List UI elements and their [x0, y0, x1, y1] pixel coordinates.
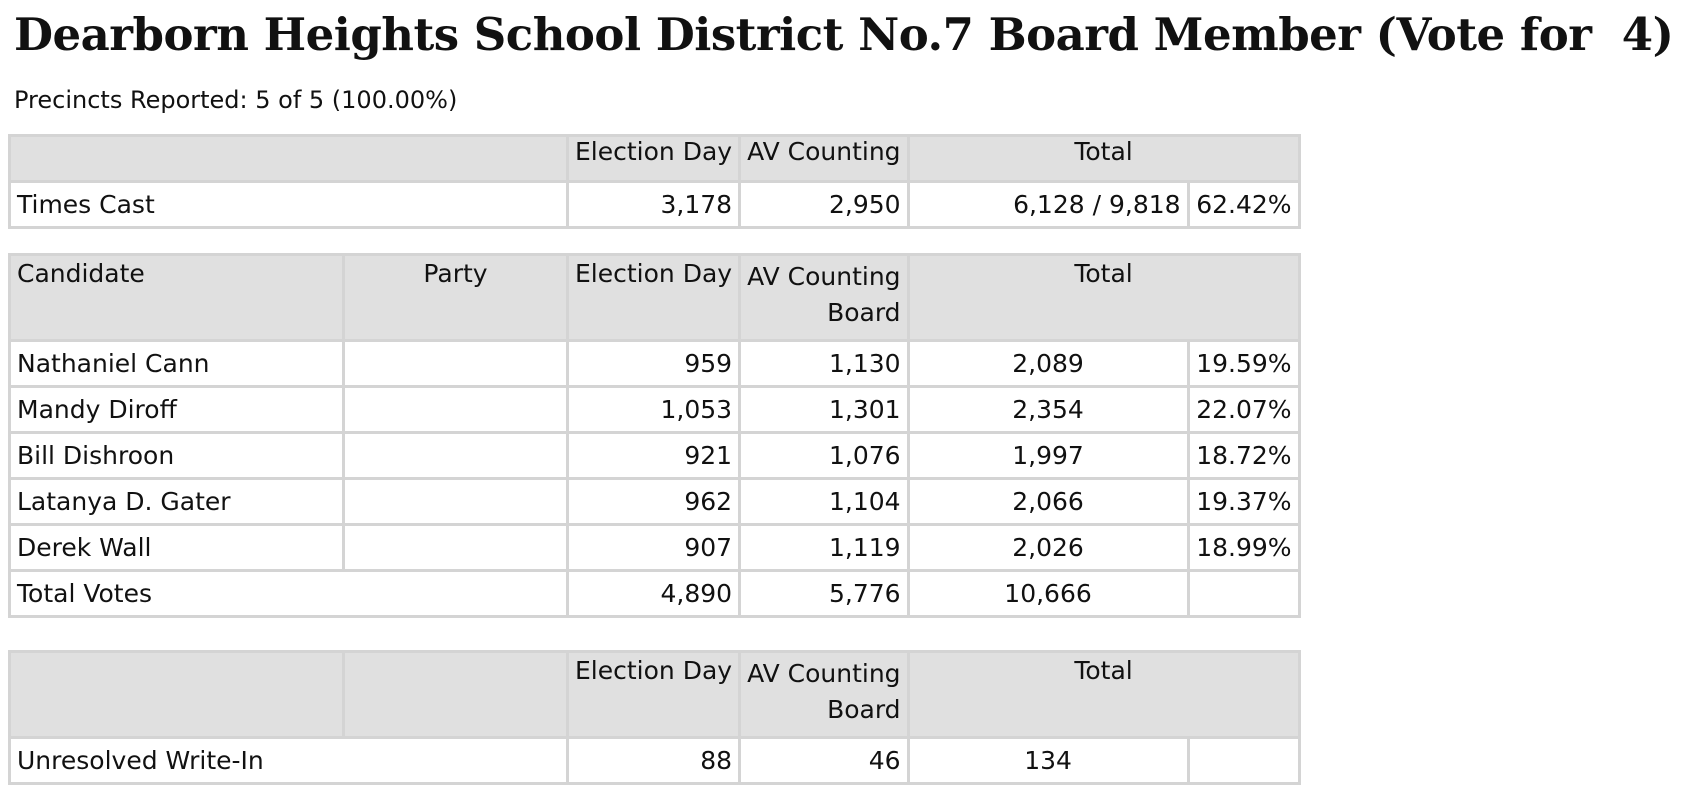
- candidate-total: 1,997: [908, 433, 1188, 479]
- candidate-total: 2,089: [908, 341, 1188, 387]
- candidate-row: [10, 387, 1300, 433]
- times-cast-label: Times Cast: [10, 182, 568, 228]
- header-blank: [10, 652, 344, 738]
- total-votes-label: Total Votes: [10, 571, 568, 617]
- candidate-av-counting: 1,301: [740, 387, 908, 433]
- candidate-party: [344, 433, 568, 479]
- candidate-name: Latanya D. Gater: [10, 479, 344, 525]
- candidate-total: 2,354: [908, 387, 1188, 433]
- candidate-total: 2,026: [908, 525, 1188, 571]
- times-cast-table: [8, 134, 1301, 229]
- header-av-counting: AV Counting: [740, 136, 908, 182]
- page-title: Dearborn Heights School District No.7 Board Member (Vote for 4): [14, 8, 1674, 61]
- candidate-party: [344, 341, 568, 387]
- header-party: Party: [344, 255, 568, 341]
- total-votes-total: 10,666: [908, 571, 1188, 617]
- candidate-row: [10, 479, 1300, 525]
- header-av-counting-line1: AV Counting: [747, 262, 901, 291]
- times-cast-av-counting: 2,950: [740, 182, 908, 228]
- header-av-counting-line1: AV Counting: [747, 659, 901, 688]
- header-blank: [344, 652, 568, 738]
- candidate-election-day: 962: [568, 479, 740, 525]
- candidate-election-day: 907: [568, 525, 740, 571]
- header-election-day: Election Day: [568, 652, 740, 738]
- total-votes-av-counting: 5,776: [740, 571, 908, 617]
- candidate-total: 2,066: [908, 479, 1188, 525]
- write-in-total: 134: [908, 738, 1188, 784]
- times-cast-header-row: [10, 136, 1300, 182]
- candidate-election-day: 921: [568, 433, 740, 479]
- candidate-row: [10, 525, 1300, 571]
- total-votes-row: [10, 571, 1300, 617]
- total-votes-election-day: 4,890: [568, 571, 740, 617]
- total-votes-percent: [1188, 571, 1299, 617]
- header-election-day: Election Day: [568, 255, 740, 341]
- times-cast-row: [10, 182, 1300, 228]
- times-cast-election-day: 3,178: [568, 182, 740, 228]
- candidates-table: [8, 253, 1301, 618]
- candidate-name: Nathaniel Cann: [10, 341, 344, 387]
- candidate-row: [10, 341, 1300, 387]
- candidate-name: Derek Wall: [10, 525, 344, 571]
- candidate-percent: 18.72%: [1188, 433, 1299, 479]
- candidate-name: Bill Dishroon: [10, 433, 344, 479]
- write-in-table: [8, 650, 1301, 785]
- header-blank: [10, 136, 568, 182]
- header-av-counting-line2: Board: [827, 298, 901, 327]
- header-av-counting-line2: Board: [827, 695, 901, 724]
- header-total: Total: [908, 255, 1299, 341]
- write-in-header-row: [10, 652, 1300, 738]
- candidate-row: [10, 433, 1300, 479]
- candidate-party: [344, 479, 568, 525]
- candidates-header-row: [10, 255, 1300, 341]
- candidate-name: Mandy Diroff: [10, 387, 344, 433]
- candidate-party: [344, 525, 568, 571]
- header-av-counting-board: [740, 652, 908, 738]
- candidate-party: [344, 387, 568, 433]
- candidate-percent: 18.99%: [1188, 525, 1299, 571]
- candidate-election-day: 959: [568, 341, 740, 387]
- header-av-counting-board: [740, 255, 908, 341]
- header-total: Total: [908, 652, 1299, 738]
- write-in-row: [10, 738, 1300, 784]
- precincts-reported: Precincts Reported: 5 of 5 (100.00%): [14, 86, 458, 114]
- write-in-percent: [1188, 738, 1299, 784]
- candidate-av-counting: 1,119: [740, 525, 908, 571]
- header-election-day: Election Day: [568, 136, 740, 182]
- write-in-label: Unresolved Write-In: [10, 738, 568, 784]
- header-candidate: Candidate: [10, 255, 344, 341]
- candidate-election-day: 1,053: [568, 387, 740, 433]
- candidate-av-counting: 1,104: [740, 479, 908, 525]
- candidate-av-counting: 1,130: [740, 341, 908, 387]
- times-cast-percent: 62.42%: [1188, 182, 1299, 228]
- candidate-percent: 22.07%: [1188, 387, 1299, 433]
- header-total: Total: [908, 136, 1299, 182]
- times-cast-total: 6,128 / 9,818: [908, 182, 1188, 228]
- write-in-av-counting: 46: [740, 738, 908, 784]
- candidate-percent: 19.59%: [1188, 341, 1299, 387]
- write-in-election-day: 88: [568, 738, 740, 784]
- candidate-percent: 19.37%: [1188, 479, 1299, 525]
- candidate-av-counting: 1,076: [740, 433, 908, 479]
